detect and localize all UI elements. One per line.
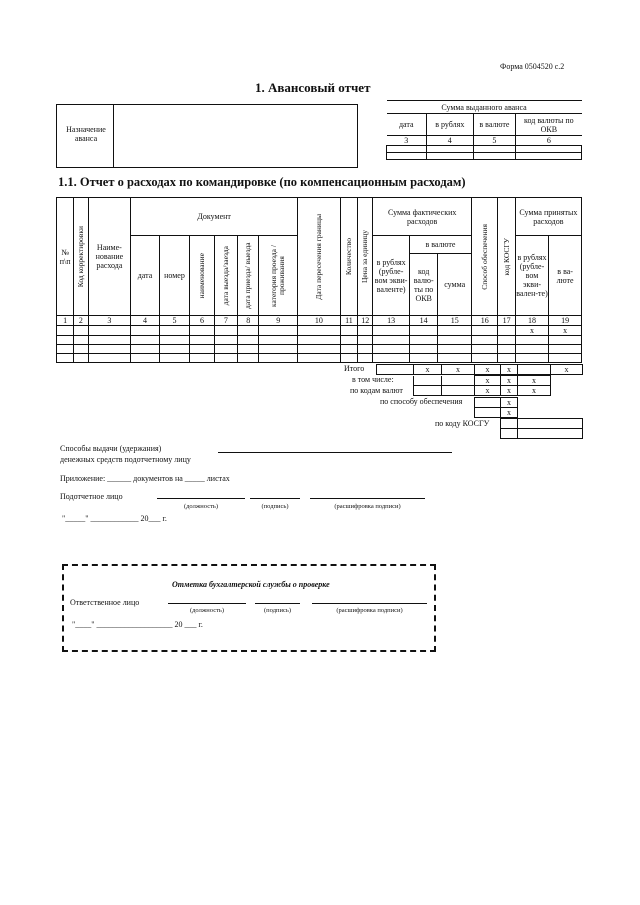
table-cell[interactable] <box>190 354 214 363</box>
date-line[interactable]: "_____" ____________ 20___ г. <box>62 514 167 523</box>
x-mark: х <box>501 376 518 386</box>
col-number: 9 <box>259 316 298 326</box>
acc-signature-field[interactable] <box>255 603 300 604</box>
col-actual-label: Сумма фактических расходов <box>387 207 457 226</box>
col-acc-cur-header <box>549 236 582 316</box>
col-kosgu-header <box>498 198 515 316</box>
table-cell[interactable] <box>131 326 159 336</box>
x-mark: х <box>475 386 501 396</box>
advance-cell[interactable] <box>427 146 474 153</box>
table-cell[interactable] <box>190 326 214 336</box>
position-field[interactable] <box>157 498 245 499</box>
advance-cell[interactable] <box>516 146 582 153</box>
by-method-label: по способу обеспечения <box>380 397 463 406</box>
x-mark: х <box>475 365 501 375</box>
table-cell[interactable] <box>515 336 549 345</box>
table-cell[interactable] <box>549 336 582 345</box>
decode-field[interactable] <box>310 498 425 499</box>
col-price-header <box>358 198 373 316</box>
table-cell[interactable] <box>438 336 472 345</box>
table-cell[interactable] <box>498 354 515 363</box>
table-cell[interactable] <box>88 354 131 363</box>
col-kosgu-label: код КОСГУ <box>501 237 511 276</box>
table-row <box>57 326 582 336</box>
x-mark: х <box>501 365 518 375</box>
kosgu-cell[interactable] <box>518 419 583 429</box>
summary-cell[interactable] <box>377 365 414 375</box>
x-mark: х <box>475 376 501 386</box>
col-cur-code-header <box>409 254 437 316</box>
col-arr-header <box>238 236 259 316</box>
col-method-label: Способ обеспечения <box>479 223 489 290</box>
advance-num: 4 <box>427 136 474 146</box>
table-cell[interactable] <box>214 326 237 336</box>
table-row <box>57 354 582 363</box>
issue-method-label-2: денежных средств подотчетному лицу <box>60 455 191 464</box>
purpose-label-cell <box>57 105 114 167</box>
table-cell[interactable] <box>238 326 259 336</box>
table-cell[interactable] <box>238 345 259 354</box>
x-mark: х <box>501 408 518 418</box>
purpose-field[interactable] <box>114 105 357 167</box>
summary-cell[interactable] <box>442 376 475 386</box>
advance-col-okv: код валюты по ОКВ <box>516 114 582 136</box>
kosgu-cell[interactable] <box>501 419 518 429</box>
table-cell[interactable] <box>214 336 237 345</box>
table-cell[interactable] <box>358 354 373 363</box>
table-cell[interactable] <box>131 345 159 354</box>
kosgu-table <box>500 418 583 439</box>
col-dep-header <box>214 236 237 316</box>
x-mark: х <box>515 326 549 336</box>
advance-cell[interactable] <box>387 153 427 160</box>
table-cell[interactable] <box>57 345 74 354</box>
table-cell[interactable] <box>159 326 190 336</box>
col-number: 18 <box>515 316 549 326</box>
summary-cell[interactable] <box>442 386 475 396</box>
advance-amount-table <box>386 100 582 160</box>
table-cell[interactable] <box>373 345 410 354</box>
col-corr-label: Код корректировки <box>75 225 85 288</box>
table-cell[interactable] <box>190 345 214 354</box>
col-number: 6 <box>190 316 214 326</box>
summary-table <box>376 364 583 375</box>
by-currency-label: по кодам валют <box>350 386 403 395</box>
table-cell[interactable] <box>88 326 131 336</box>
table-cell[interactable] <box>298 345 341 354</box>
col-corr-header <box>74 198 88 316</box>
col-currency-label: в валюте <box>425 240 456 249</box>
table-cell[interactable] <box>340 354 357 363</box>
table-cell[interactable] <box>472 345 498 354</box>
including-label: в том числе: <box>352 375 394 384</box>
expense-table <box>56 197 582 363</box>
col-doc-header <box>131 198 298 236</box>
by-kosgu-label: по коду КОСГУ <box>435 419 490 428</box>
x-mark: х <box>442 365 475 375</box>
col-name-label: Наиме-нование расхода <box>95 243 124 270</box>
table-cell[interactable] <box>57 336 74 345</box>
table-cell[interactable] <box>358 336 373 345</box>
table-cell[interactable] <box>88 345 131 354</box>
table-cell[interactable] <box>159 354 190 363</box>
advance-num: 6 <box>516 136 582 146</box>
x-mark: х <box>551 365 583 375</box>
table-cell[interactable] <box>373 354 410 363</box>
summary-table-2 <box>413 375 551 396</box>
table-cell[interactable] <box>409 354 437 363</box>
table-cell[interactable] <box>74 345 88 354</box>
table-cell[interactable] <box>131 336 159 345</box>
x-mark: х <box>414 365 442 375</box>
table-cell[interactable] <box>259 326 298 336</box>
acc-position-field[interactable] <box>168 603 246 604</box>
x-mark: х <box>501 398 518 408</box>
col-number: 8 <box>238 316 259 326</box>
col-rub-eq-label: в рублях (рубле-вом экви-валенте) <box>374 257 408 294</box>
table-cell[interactable] <box>57 326 74 336</box>
table-cell[interactable] <box>498 326 515 336</box>
table-cell[interactable] <box>438 326 472 336</box>
table-cell[interactable] <box>549 354 582 363</box>
col-name-header <box>88 198 131 316</box>
table-cell[interactable] <box>190 336 214 345</box>
table-row <box>57 336 582 345</box>
col-number: 12 <box>358 316 373 326</box>
table-cell[interactable] <box>298 336 341 345</box>
attachment-label: Приложение: ______ документов на _____ листах <box>60 474 230 483</box>
col-number: 3 <box>88 316 131 326</box>
col-arr-label: дата приезда/ выезда <box>243 242 253 309</box>
acc-decode-caption: (расшифровка подписи) <box>336 607 403 614</box>
method-cell[interactable] <box>475 408 501 418</box>
signature-field[interactable] <box>250 498 300 499</box>
col-cur-code-label: код валю-ты по ОКВ <box>413 266 434 303</box>
x-mark: х <box>518 386 551 396</box>
table-cell[interactable] <box>74 354 88 363</box>
col-price-label: Цена за единицу <box>360 230 370 283</box>
advance-num: 3 <box>387 136 427 146</box>
col-number: 13 <box>373 316 410 326</box>
total-label: Итого <box>344 364 365 373</box>
expense-report-title: 1.1. Отчет о расходах по командировке (по компенсационным расходам) <box>58 175 466 189</box>
col-method-header <box>472 198 498 316</box>
advance-report-title: 1. Авансовый отчет <box>255 80 371 95</box>
x-mark: х <box>518 376 551 386</box>
table-cell[interactable] <box>498 345 515 354</box>
table-cell[interactable] <box>438 354 472 363</box>
table-cell[interactable] <box>214 345 237 354</box>
col-border-label: Дата пересечения границы <box>313 213 323 300</box>
col-acc-cur-label: в ва-люте <box>556 266 574 285</box>
advance-col-cur: в валюте <box>473 114 516 136</box>
issue-method-label: Способы выдачи (удержания) <box>60 444 162 453</box>
table-cell[interactable] <box>358 345 373 354</box>
advance-col-date: дата <box>387 114 427 136</box>
responsible-person-label: Ответственное лицо <box>70 598 140 607</box>
col-cat-label: категория проезда / проживания <box>269 244 287 307</box>
purpose-box <box>56 104 358 168</box>
table-cell[interactable] <box>472 354 498 363</box>
col-accepted-label: Сумма принятых расходов <box>519 207 578 226</box>
acc-decode-field[interactable] <box>312 603 427 604</box>
summary-cell[interactable] <box>414 386 442 396</box>
summary-cell[interactable] <box>414 376 442 386</box>
col-sum-header <box>438 254 472 316</box>
col-acc-rub-header <box>515 236 549 316</box>
kosgu-cell[interactable] <box>501 429 518 439</box>
kosgu-cell[interactable] <box>518 429 583 439</box>
col-number: 5 <box>159 316 190 326</box>
col-number: 2 <box>74 316 88 326</box>
col-numbers-row <box>57 316 582 326</box>
table-cell[interactable] <box>498 336 515 345</box>
col-number: 19 <box>549 316 582 326</box>
table-cell[interactable] <box>409 345 437 354</box>
table-cell[interactable] <box>472 326 498 336</box>
table-cell[interactable] <box>214 354 237 363</box>
table-cell[interactable] <box>373 336 410 345</box>
table-cell[interactable] <box>340 326 357 336</box>
col-qty-label: Количество <box>343 237 353 276</box>
col-doc-label: Документ <box>197 212 231 221</box>
table-cell[interactable] <box>438 345 472 354</box>
table-cell[interactable] <box>259 354 298 363</box>
advance-cell[interactable] <box>516 153 582 160</box>
col-acc-rub-label: в рублях (рубле-вом экви-вален-те) <box>516 253 548 298</box>
advance-col-rub: в рублях <box>427 114 474 136</box>
table-cell[interactable] <box>57 354 74 363</box>
col-rub-eq-header <box>373 236 410 316</box>
col-num-header <box>57 198 74 316</box>
col-dep-label: дата выезда/заезда <box>220 245 230 306</box>
col-actual-header <box>373 198 472 236</box>
advance-cell[interactable] <box>427 153 474 160</box>
col-accepted-header <box>515 198 581 236</box>
advance-cell[interactable] <box>387 146 427 153</box>
col-number: 7 <box>214 316 237 326</box>
table-cell[interactable] <box>238 354 259 363</box>
advance-cell[interactable] <box>473 146 516 153</box>
table-cell[interactable] <box>549 345 582 354</box>
table-row <box>57 345 582 354</box>
method-cell[interactable] <box>475 398 501 408</box>
table-cell[interactable] <box>409 326 437 336</box>
decode-caption: (расшифровка подписи) <box>334 503 401 510</box>
table-cell[interactable] <box>238 336 259 345</box>
acc-signature-caption: (подпись) <box>264 607 291 614</box>
col-number: 10 <box>298 316 341 326</box>
col-number: 14 <box>409 316 437 326</box>
table-cell[interactable] <box>298 326 341 336</box>
col-currency-header <box>409 236 471 254</box>
table-cell[interactable] <box>515 345 549 354</box>
table-cell[interactable] <box>373 326 410 336</box>
col-qty-header <box>340 198 357 316</box>
form-number-label: Форма 0504520 с.2 <box>500 62 565 71</box>
accountable-person-label: Подотчетное лицо <box>60 492 123 501</box>
table-cell[interactable] <box>74 326 88 336</box>
col-number: 15 <box>438 316 472 326</box>
x-mark: х <box>501 386 518 396</box>
issue-method-field[interactable] <box>218 452 452 453</box>
table-cell[interactable] <box>74 336 88 345</box>
acc-position-caption: (должность) <box>189 607 225 614</box>
col-number: 4 <box>131 316 159 326</box>
advance-header: Сумма выданного аванса <box>387 101 582 114</box>
table-cell[interactable] <box>358 326 373 336</box>
table-cell[interactable] <box>159 336 190 345</box>
table-cell[interactable] <box>131 354 159 363</box>
advance-num: 5 <box>473 136 516 146</box>
col-docname-label: наименование <box>196 252 206 299</box>
method-table <box>474 397 518 418</box>
position-caption: (должность) <box>183 503 219 510</box>
accounting-check-title: Отметка бухгалтерской службы о проверке <box>172 580 330 589</box>
table-cell[interactable] <box>409 336 437 345</box>
col-number: 16 <box>472 316 498 326</box>
table-cell[interactable] <box>159 345 190 354</box>
table-cell[interactable] <box>298 354 341 363</box>
col-number: 17 <box>498 316 515 326</box>
col-number: 11 <box>340 316 357 326</box>
x-mark: х <box>549 326 582 336</box>
col-docname-header <box>190 236 214 316</box>
col-date-header <box>131 236 159 316</box>
table-cell[interactable] <box>515 354 549 363</box>
col-num-label: № п\п <box>59 247 71 266</box>
summary-cell[interactable] <box>518 365 551 375</box>
col-number: 1 <box>57 316 74 326</box>
col-number-header <box>159 236 190 316</box>
col-border-header <box>298 198 341 316</box>
table-cell[interactable] <box>340 345 357 354</box>
table-cell[interactable] <box>472 336 498 345</box>
advance-cell[interactable] <box>473 153 516 160</box>
col-number-label: номер <box>164 271 185 280</box>
col-date-label: дата <box>137 271 153 280</box>
purpose-label: Назначение аванса <box>66 125 106 143</box>
col-sum-label: сумма <box>444 280 466 289</box>
signature-caption: (подпись) <box>261 503 289 510</box>
table-cell[interactable] <box>88 336 131 345</box>
table-cell[interactable] <box>340 336 357 345</box>
table-cell[interactable] <box>259 345 298 354</box>
acc-date-line[interactable]: "____" ___________________ 20 ___ г. <box>72 620 203 629</box>
col-cat-header <box>259 236 298 316</box>
table-cell[interactable] <box>259 336 298 345</box>
